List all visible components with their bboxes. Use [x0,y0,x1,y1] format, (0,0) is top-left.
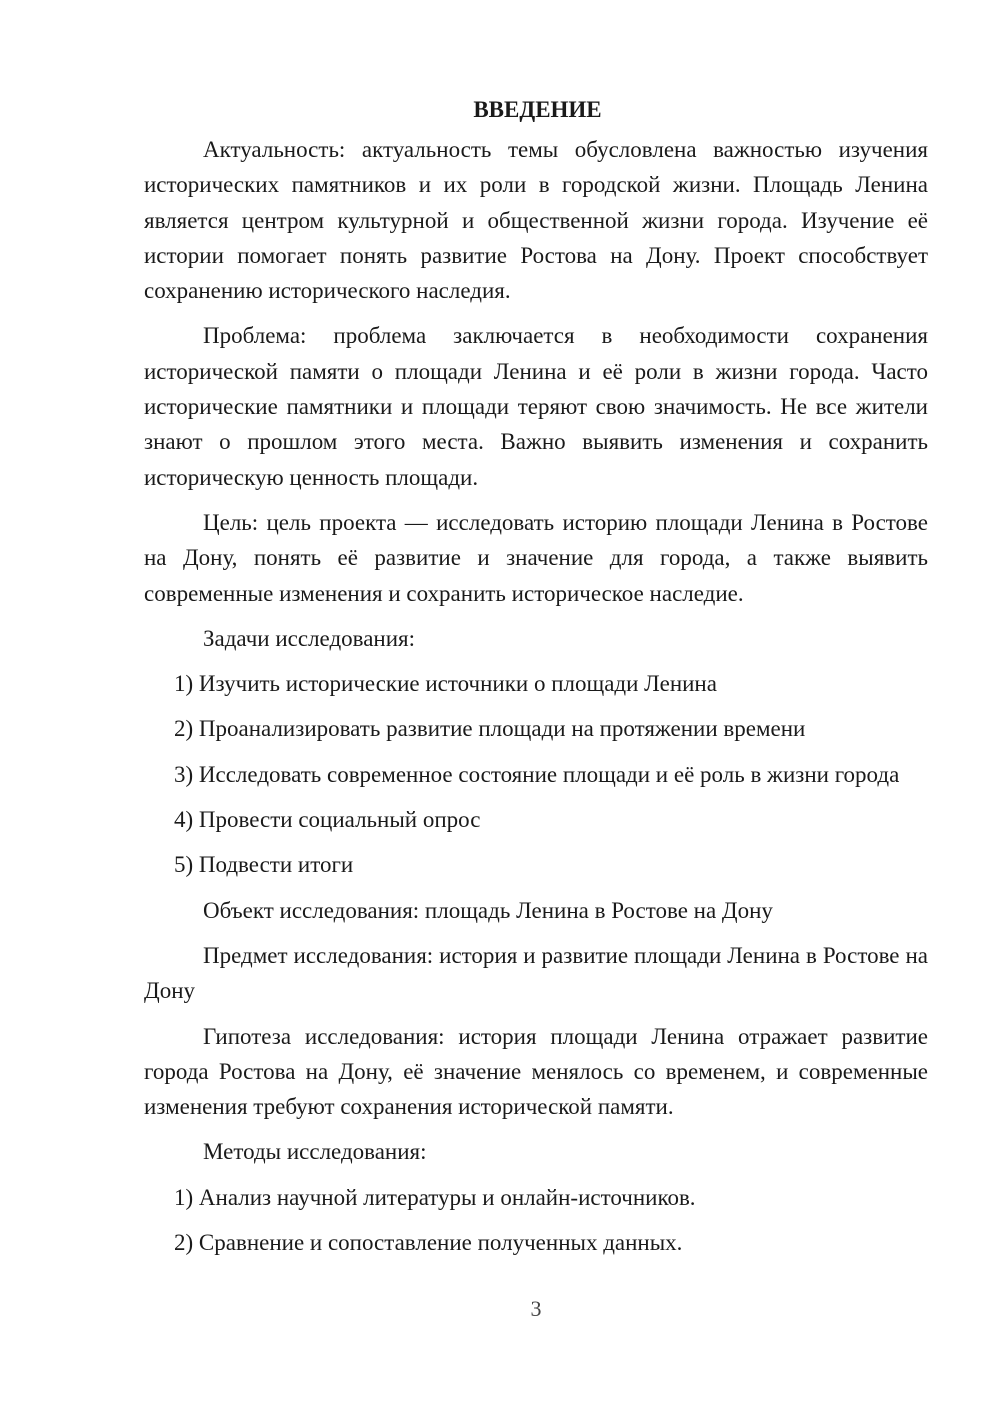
document-page [144,92,928,1270]
goal-paragraph: Цель: цель проекта — исследовать историю площади Ленина в Ростове на Дону, понять её развитие и значение для города, а также выявить современные изменения и сохранить историческое наследие. [144,509,928,606]
hypothesis-paragraph: Гипотеза исследования: история площади Ленина отражает развитие города Ростова на Дону, её значение менялось со временем, и современные изменения требуют сохранения исторической памяти. [144,1023,928,1120]
subject-paragraph: Предмет исследования: история и развитие площади Ленина в Ростове на Дону [144,942,928,1004]
task-item: 2) Проанализировать развитие площади на протяжении времени [174,716,806,742]
relevance-paragraph: Актуальность: актуальность темы обусловлена важностью изучения исторических памятников и их роли в городской жизни. Площадь Ленина является центром культурной и общественной жизни города. Изучение её истории помогает понять развитие Ростова на Дону. Проект способствует сохранению исторического наследия. [144,137,928,304]
task-item: 5) Подвести итоги [174,852,354,878]
task-item: 4) Провести социальный опрос [174,807,481,833]
page-number: 3 [530,1296,542,1321]
method-item: 1) Анализ научной литературы и онлайн-источников. [174,1184,696,1210]
task-item: 3) Исследовать современное состояние площади и её роль в жизни города [174,761,900,787]
methods-heading: Методы исследования: [203,1139,427,1165]
object-paragraph: Объект исследования: площадь Ленина в Ростове на Дону [203,897,773,923]
page-title: ВВЕДЕНИЕ [473,97,602,122]
problem-paragraph: Проблема: проблема заключается в необходимости сохранения исторической памяти о площади Ленина и её роли в жизни города. Часто исторические памятники и площади теряют свою значимость. Не все жители знают о прошлом этого места. Важно выявить изменения и сохранить историческую ценность площади. [144,323,928,490]
task-item: 1) Изучить исторические источники о площади Ленина [174,671,717,697]
method-item: 2) Сравнение и сопоставление полученных данных. [174,1230,683,1256]
tasks-heading: Задачи исследования: [203,625,416,651]
